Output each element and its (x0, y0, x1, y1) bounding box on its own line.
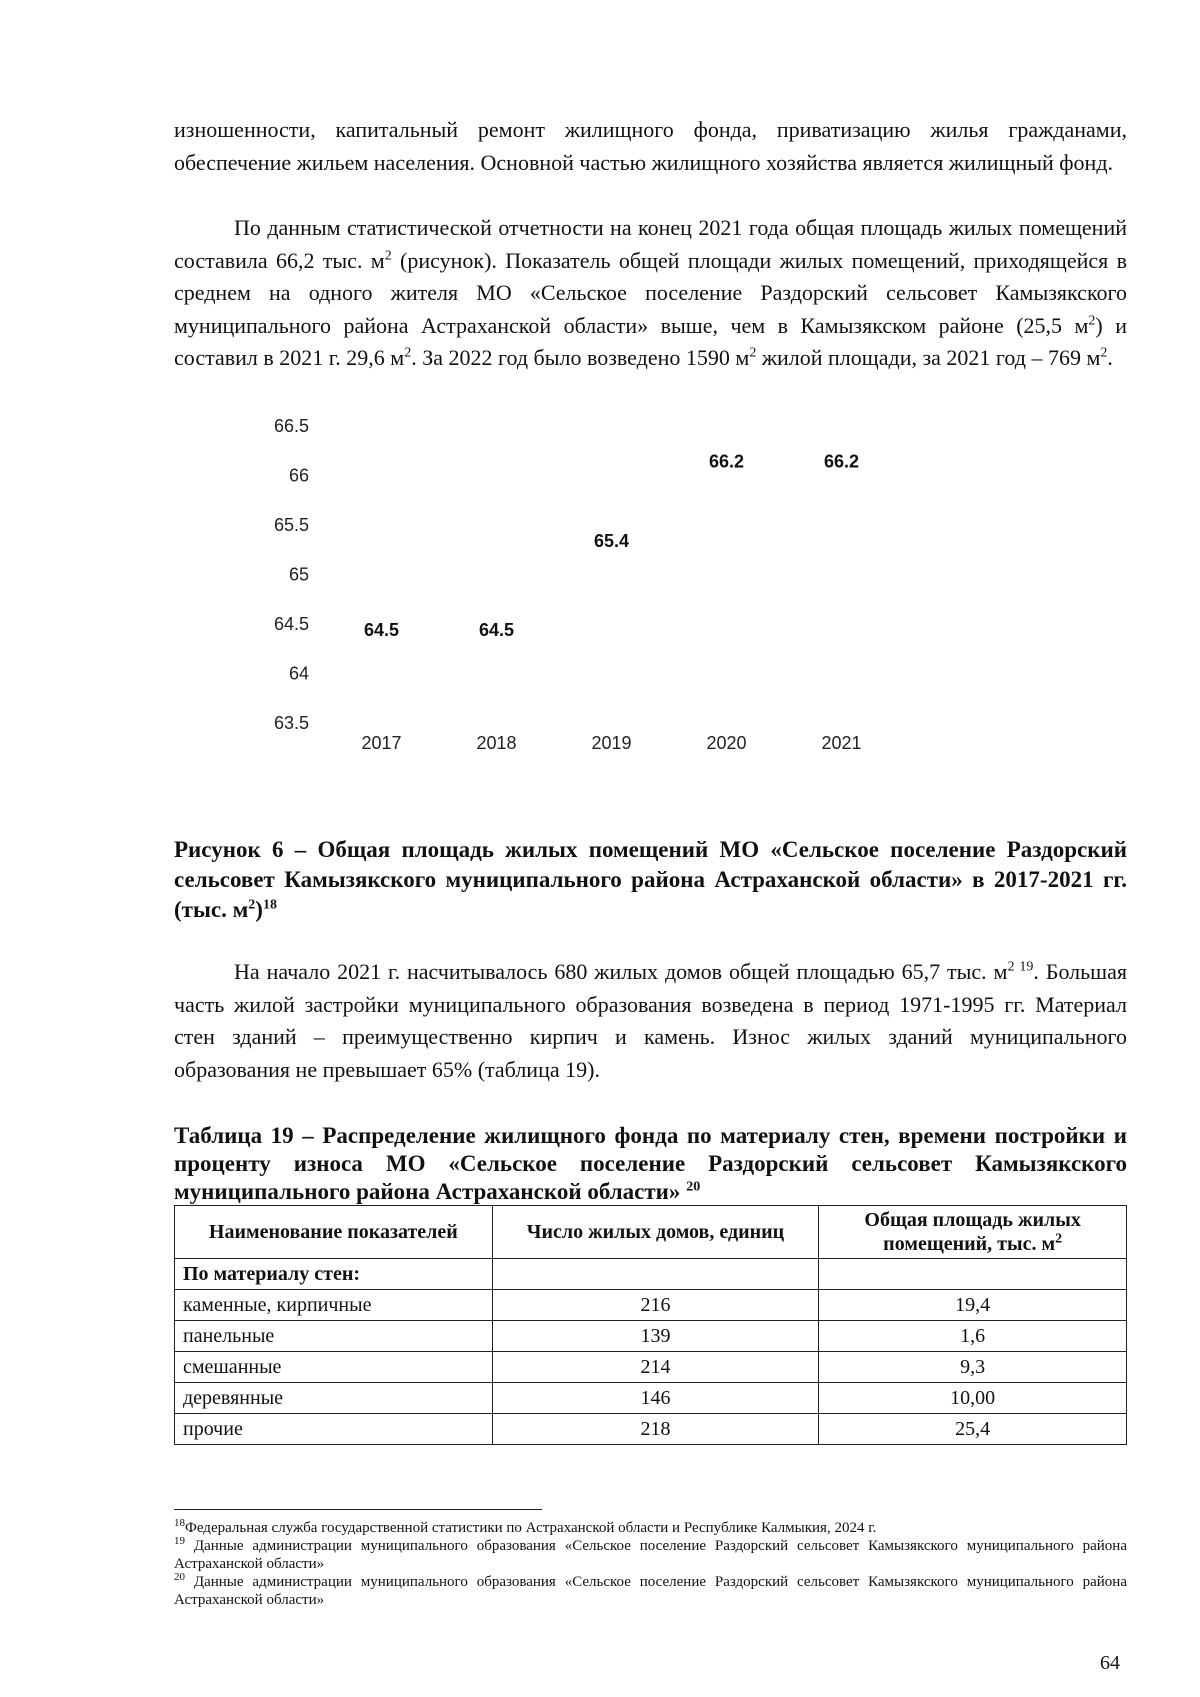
table-row (175, 1352, 1127, 1383)
table-row (175, 1414, 1127, 1445)
table-cell: каменные, кирпичные (175, 1290, 493, 1321)
bar (582, 549, 642, 737)
header-text: Общая площадь жилых помещений, тыс. м (864, 1209, 1081, 1255)
x-tick-label: 2021 (821, 733, 862, 753)
table-section-row (175, 1259, 1127, 1290)
table-cell: 216 (492, 1290, 819, 1321)
y-tick-label: 65 (288, 564, 309, 585)
table-cell: 218 (492, 1414, 819, 1445)
footnote-ref: 18 (262, 897, 277, 913)
data-label: 66.2 (708, 451, 745, 472)
y-tick-label: 66 (288, 465, 309, 486)
x-tick-label: 2018 (476, 733, 517, 753)
x-tick-label: 2019 (591, 733, 632, 753)
caption-text: Таблица 19 – Распределение жилищного фонда по материалу стен, времени постройки и проценту износа МО «Сельское поселение Раздорский сельсовет Камызякского муниципального района Астраханской области» (174, 1123, 1127, 1204)
data-label: 65.4 (593, 530, 630, 551)
data-label: 64.5 (478, 620, 515, 640)
text-run: . За 2022 год было возведено 1590 м (411, 345, 750, 370)
text-run: жилой площади, за 2021 год – 769 м (756, 345, 1101, 370)
superscript: 2 (1055, 1231, 1063, 1247)
bar (467, 638, 527, 737)
column-header: Наименование показателей (175, 1206, 493, 1259)
caption-text: ) (255, 897, 263, 922)
table-row (175, 1383, 1127, 1414)
table-cell: смешанные (175, 1352, 493, 1383)
table-cell: 19,4 (819, 1290, 1127, 1321)
table-cell: панельные (175, 1321, 493, 1352)
body-paragraph-1 (174, 114, 1127, 179)
y-tick-label: 65.5 (273, 515, 309, 535)
superscript: 2 (384, 248, 392, 264)
table-row (175, 1290, 1127, 1321)
area-chart (273, 416, 980, 840)
table-cell: 146 (492, 1383, 819, 1414)
superscript: 2 (749, 345, 757, 361)
section-label: По материалу стен: (175, 1259, 493, 1290)
footnote (174, 1573, 1127, 1609)
footnote-number: 19 (174, 1535, 185, 1547)
column-header (819, 1206, 1127, 1259)
paragraph-text (174, 956, 1127, 1086)
table-caption (174, 1122, 1127, 1206)
bar (812, 470, 872, 737)
table-cell: 139 (492, 1321, 819, 1352)
body-paragraph-3 (174, 956, 1127, 1086)
table-header-row (175, 1206, 1127, 1259)
y-tick-label: 64 (288, 663, 309, 684)
table-cell: 1,6 (819, 1321, 1127, 1352)
text-run: На начало 2021 г. насчитывалось 680 жилых домов общей площадью 65,7 тыс. м (234, 959, 1008, 984)
footnotes (174, 1519, 1127, 1609)
table-row (175, 1321, 1127, 1352)
superscript: 2 (1100, 345, 1108, 361)
text-run: ) и составил в 2021 г. 29,6 м (174, 312, 1127, 370)
superscript: 2 (1088, 313, 1096, 329)
figure-caption (174, 835, 1127, 925)
data-label: 64.5 (363, 620, 400, 640)
bar (352, 638, 412, 737)
table-cell (492, 1259, 819, 1290)
table-cell: 25,4 (819, 1414, 1127, 1445)
page-number: 64 (1100, 1652, 1120, 1674)
footnote-text: Данные администрации муниципального образования «Сельское поселение Раздорский сельсовет Камызякского муниципального района Астраханской области» (174, 1538, 1127, 1572)
footnote (174, 1519, 1127, 1537)
footnote-text: Данные администрации муниципального образования «Сельское поселение Раздорский сельсовет Камызякского муниципального района Астраханской области» (174, 1574, 1127, 1608)
footnote-number: 18 (174, 1517, 185, 1529)
paragraph-text: изношенности, капитальный ремонт жилищного фонда, приватизацию жилья гражданами, обеспечение жильем населения. Основной частью жилищного хозяйства является жилищный фонд. (174, 117, 1127, 175)
bar (697, 470, 757, 737)
superscript: 2 19 (1007, 959, 1034, 975)
body-paragraph-2 (174, 212, 1127, 375)
text-run: (рисунок). Показатель общей площади жилых помещений, приходящейся в среднем на одного жителя МО «Сельское поселение Раздорский сельсовет Камызякского муниципального района Астраханской области» выше, чем в Камызякском районе (25,5 м (174, 247, 1127, 338)
text-run: . (1107, 345, 1113, 370)
footnote (174, 1537, 1127, 1573)
housing-table (174, 1205, 1127, 1445)
paragraph-text (174, 212, 1127, 375)
superscript: 2 (404, 345, 412, 361)
table-cell: 214 (492, 1352, 819, 1383)
data-label: 66.2 (823, 451, 860, 472)
y-tick-label: 64.5 (273, 614, 309, 634)
superscript: 2 (248, 897, 256, 913)
table-cell: деревянные (175, 1383, 493, 1414)
caption-text: Рисунок 6 – Общая площадь жилых помещений МО «Сельское поселение Раздорский сельсовет Камызякского муниципального района Астраханской области» в 2017-2021 гг. (тыс. м (174, 837, 1127, 922)
y-tick-label: 63.5 (273, 713, 309, 733)
x-tick-label: 2020 (706, 733, 747, 753)
table-cell: 9,3 (819, 1352, 1127, 1383)
column-header: Число жилых домов, единиц (492, 1206, 819, 1259)
table-cell: 10,00 (819, 1383, 1127, 1414)
text-run: По данным статистической отчетности на конец 2021 года общая площадь жилых помещений составила 66,2 тыс. м (174, 215, 1127, 273)
table-cell (819, 1259, 1127, 1290)
x-tick-label: 2017 (361, 733, 402, 753)
text-run: . Большая часть жилой застройки муниципального образования возведена в период 1971-1995 гг. Материал стен зданий – преимущественно кирпич и камень. Износ жилых зданий муниципального образования не превышает 65% (таблица 19). (174, 959, 1127, 1082)
table-cell: прочие (175, 1414, 493, 1445)
footnote-divider (174, 1509, 542, 1510)
footnote-text: Федеральная служба государственной статистики по Астраханской области и Республике Калмыкия, 2024 г. (185, 1520, 877, 1536)
footnote-number: 20 (174, 1571, 185, 1583)
footnote-ref: 20 (686, 1179, 701, 1195)
y-tick-label: 66.5 (273, 416, 309, 436)
chart-canvas (273, 416, 980, 840)
